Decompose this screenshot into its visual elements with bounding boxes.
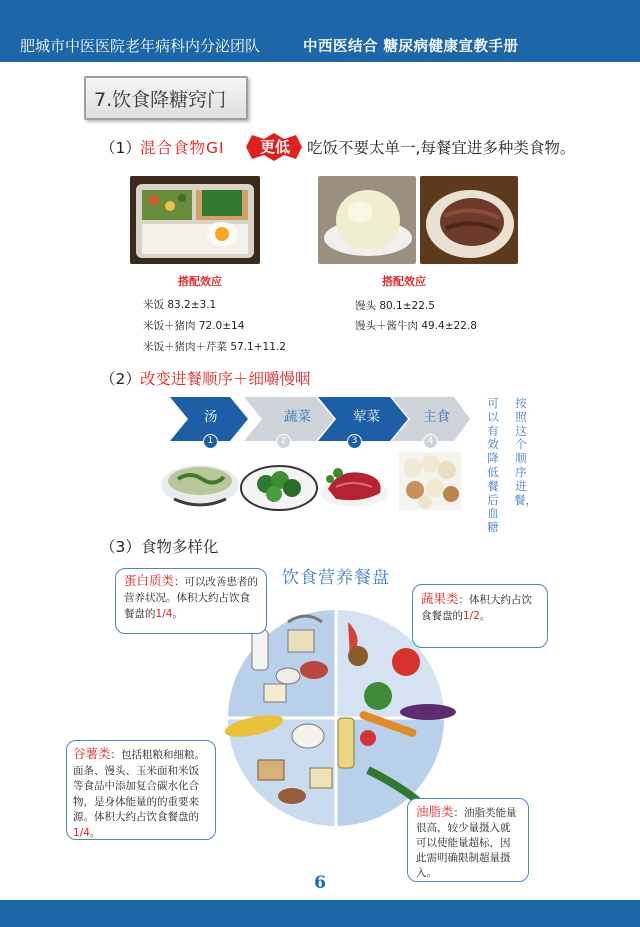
order-note-col2: 可以有效降低餐后血糖 bbox=[487, 396, 499, 535]
step-number-4: 4 bbox=[423, 434, 438, 449]
step-number-1: 1 bbox=[203, 434, 218, 449]
soup-bowl-photo bbox=[160, 455, 240, 507]
fruitveg-ratio: 1/2 bbox=[463, 610, 480, 622]
plate-title: 饮食营养餐盘 bbox=[282, 568, 390, 588]
fruitveg-text: ：体积大约占饮食餐盘的 bbox=[421, 594, 533, 622]
bento-rice-photo bbox=[130, 176, 260, 264]
step-label-3: 荤菜 bbox=[353, 409, 380, 425]
vegetables-plate-photo bbox=[240, 462, 318, 512]
step-number-2: 2 bbox=[276, 434, 291, 449]
grain-head: 谷薯类 bbox=[73, 746, 111, 761]
section-title-box bbox=[84, 76, 248, 120]
part1-number: （1） bbox=[100, 139, 141, 157]
steamed-bun-photo bbox=[318, 176, 416, 264]
left-pairing-heading: 搭配效应 bbox=[178, 275, 222, 288]
header-handbook-title: 中西医结合 糖尿病健康宣教手册 bbox=[303, 39, 519, 55]
right-pairing-heading: 搭配效应 bbox=[382, 275, 426, 288]
step-label-2: 蔬菜 bbox=[284, 409, 311, 425]
part2-title: 改变进餐顺序＋细嚼慢咽 bbox=[140, 370, 311, 388]
fruitveg-end: 。 bbox=[479, 610, 491, 622]
grain-callout bbox=[66, 740, 216, 840]
section-title: 7.饮食降糖窍门 bbox=[94, 89, 227, 111]
part3-title: （3）食物多样化 bbox=[100, 538, 219, 556]
protein-head: 蛋白质类 bbox=[124, 573, 175, 588]
protein-ratio: 1/4 bbox=[155, 608, 173, 620]
lower-badge-text: 更低 bbox=[259, 138, 290, 156]
part1-rest: 吃饭不要太单一,每餐宜进多种类食物。 bbox=[307, 139, 576, 157]
grain-ratio: 1/4 bbox=[73, 826, 90, 839]
part2-number: （2） bbox=[100, 370, 141, 388]
left-pairing-line-1: 米饭 83.2±3.1 bbox=[143, 299, 217, 311]
fruitveg-head: 蔬果类 bbox=[421, 591, 459, 606]
right-pairing-line-2: 馒头＋酱牛肉 49.4±22.8 bbox=[355, 320, 477, 332]
fat-text: ：油脂类能量很高，较少量摄入就可以使能量超标，因此需明确限制超量摄入。 bbox=[416, 807, 517, 879]
protein-text: ：可以改善患者的营养状况。体积大约占饮食餐盘的 bbox=[124, 576, 259, 620]
fat-head: 油脂类 bbox=[416, 804, 454, 819]
order-note-col1: 按照这个顺序进餐， bbox=[514, 396, 537, 507]
protein-callout bbox=[115, 568, 267, 634]
fat-callout bbox=[407, 798, 529, 882]
footer-bar bbox=[0, 900, 640, 927]
part1-highlight: 混合食物GI bbox=[140, 139, 225, 157]
step-label-1: 汤 bbox=[204, 409, 218, 425]
step-number-3: 3 bbox=[347, 434, 362, 449]
step-label-4: 主食 bbox=[423, 409, 450, 425]
right-pairing-line-1: 馒头 80.1±22.5 bbox=[355, 300, 435, 312]
left-pairing-line-3: 米饭＋猪肉＋芹菜 57.1+11.2 bbox=[143, 341, 286, 353]
staple-buns-photo bbox=[399, 452, 461, 510]
header-team-name: 肥城市中医医院老年病科内分泌团队 bbox=[20, 37, 261, 55]
page-number: 6 bbox=[314, 873, 326, 893]
grain-end: 。 bbox=[89, 826, 101, 839]
grain-text: ：包括粗粮和细粮。面条、馒头、玉米面和米饭等食品中添加复合碳水化合物，是身体能量的的重要来源。体积大约占饮食餐盘的 bbox=[73, 749, 206, 823]
braised-beef-photo bbox=[420, 176, 518, 264]
fruitveg-callout bbox=[412, 584, 548, 648]
left-pairing-line-2: 米饭＋猪肉 72.0±14 bbox=[143, 320, 245, 332]
protein-end: 。 bbox=[172, 608, 183, 620]
raw-meat-photo bbox=[318, 459, 390, 509]
